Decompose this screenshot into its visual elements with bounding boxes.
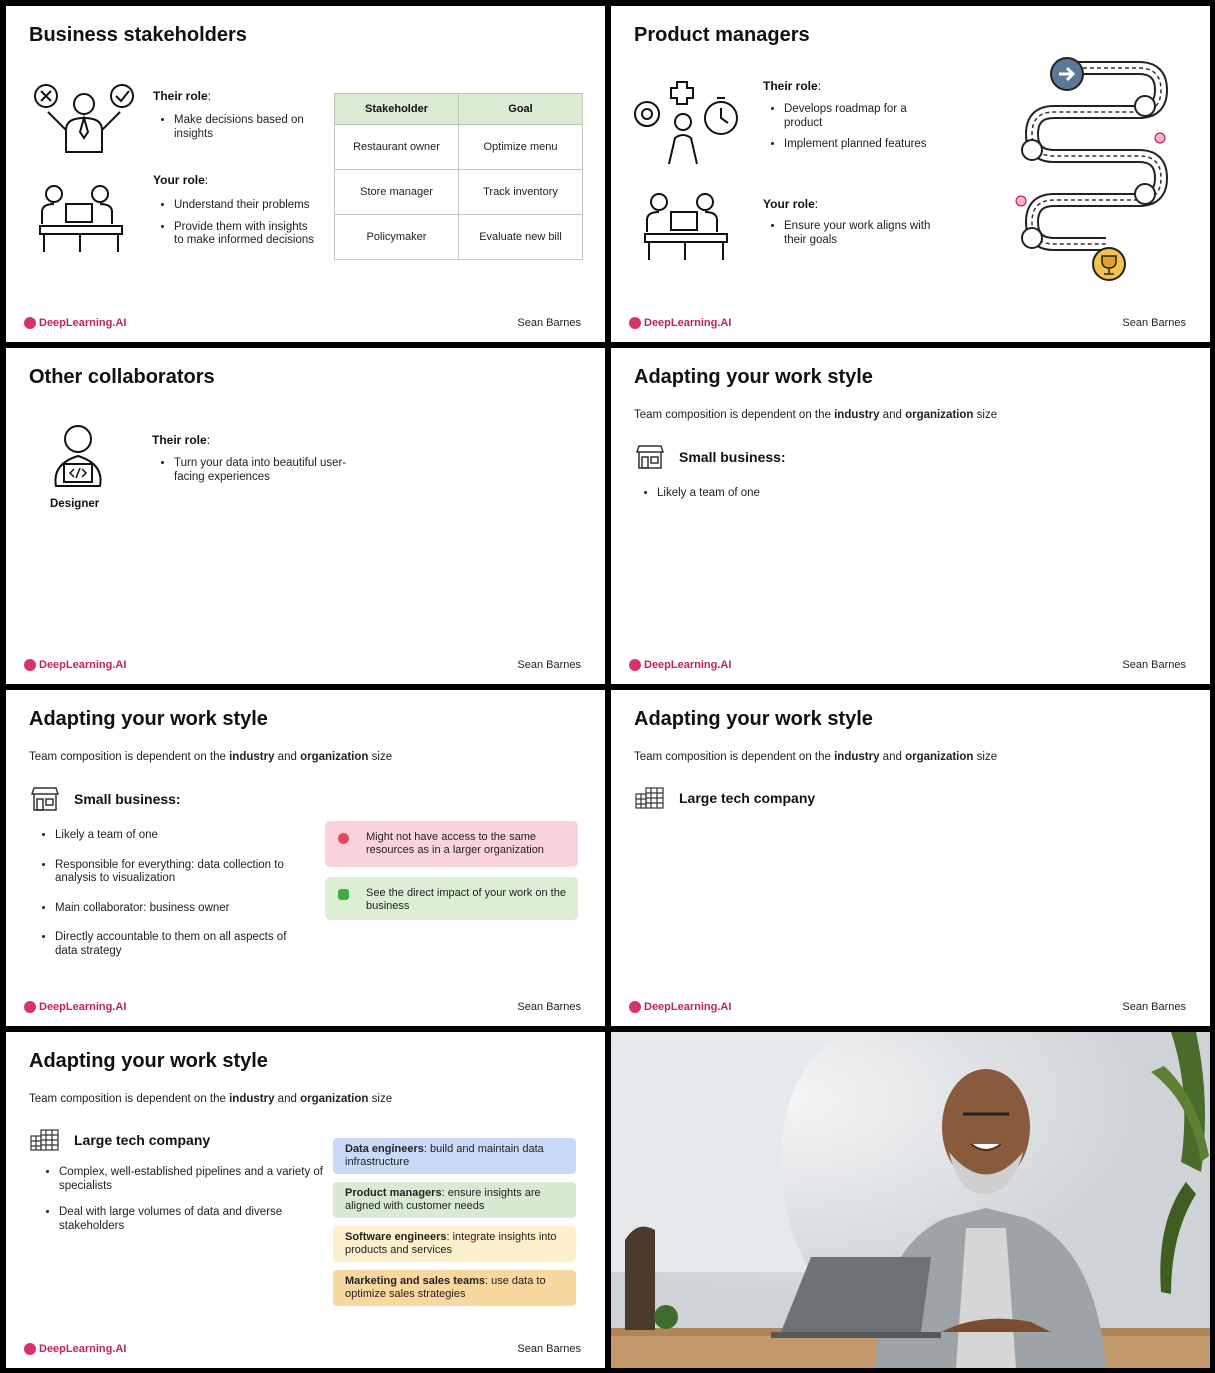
list-item: • Responsible for everything: data collection to analysis to visualization (55, 859, 300, 886)
roadmap-icon (1009, 56, 1179, 286)
logo: DeepLearning.AI (24, 1343, 126, 1355)
list-item: • Make decisions based on insights (174, 114, 324, 141)
no-entry-icon (338, 833, 349, 844)
table-cell: Store manager (335, 170, 459, 215)
author-name: Sean Barnes (517, 1001, 581, 1013)
slide-business-stakeholders (6, 6, 605, 342)
author-name: Sean Barnes (517, 317, 581, 329)
column-header: Stakeholder (335, 94, 459, 125)
check-icon (338, 889, 349, 900)
your-role-label: Your role: (153, 173, 209, 187)
slide-title: Product managers (634, 24, 810, 46)
author-name: Sean Barnes (1122, 1001, 1186, 1013)
slide-title: Adapting your work style (29, 708, 268, 730)
small-business-list (639, 487, 957, 509)
list-item: • Understand their problems (174, 199, 314, 213)
slide-adapting-large-1 (611, 690, 1210, 1026)
stakeholder-table (334, 93, 583, 260)
column-header: Goal (459, 94, 583, 125)
list-item: • Ensure your work aligns with their goals (784, 220, 954, 247)
list-item: • Complex, well-established pipelines and a variety of specialists (59, 1166, 324, 1193)
logo-icon (24, 1343, 36, 1355)
author-name: Sean Barnes (1122, 659, 1186, 671)
list-item: • Likely a team of one (55, 829, 300, 843)
table-cell: Track inventory (459, 170, 583, 215)
role-card-marketing-sales: Marketing and sales teams: use data to optimize sales strategies (333, 1270, 576, 1306)
product-manager-icon (627, 76, 742, 166)
slide-other-collaborators (6, 348, 605, 684)
table-row (335, 215, 583, 260)
table-header-row (335, 94, 583, 125)
slide-product-managers (611, 6, 1210, 342)
role-card-data-engineers: Data engineers: build and maintain data infrastructure (333, 1138, 576, 1174)
small-business-list (37, 829, 300, 966)
large-company-list (41, 1166, 324, 1241)
storefront-icon (30, 786, 60, 812)
logo-icon (24, 1001, 36, 1013)
logo: DeepLearning.AI (24, 659, 126, 671)
section-heading: Large tech company (635, 786, 815, 810)
table-cell: Restaurant owner (335, 125, 459, 170)
logo-icon (24, 659, 36, 671)
subtitle: Team composition is dependent on the industry and organization size (29, 1093, 393, 1105)
table-cell: Policymaker (335, 215, 459, 260)
logo: DeepLearning.AI (629, 659, 731, 671)
list-item: • Implement planned features (784, 138, 944, 152)
list-item: • Deal with large volumes of data and diverse stakeholders (59, 1206, 324, 1233)
pro-note: See the direct impact of your work on the business (325, 877, 578, 920)
section-heading: Large tech company (30, 1128, 210, 1152)
table-cell: Evaluate new bill (459, 215, 583, 260)
logo-icon (629, 1001, 641, 1013)
meeting-icon (36, 184, 126, 254)
their-role-list (766, 103, 944, 160)
slide-adapting-large-2 (6, 1032, 605, 1368)
subtitle: Team composition is dependent on the industry and organization size (634, 751, 998, 763)
logo: DeepLearning.AI (629, 317, 731, 329)
author-name: Sean Barnes (517, 1343, 581, 1355)
their-role-label: Their role: (152, 433, 211, 447)
slide-title: Adapting your work style (29, 1050, 268, 1072)
storefront-icon (635, 444, 665, 470)
subtitle: Team composition is dependent on the industry and organization size (29, 751, 393, 763)
designer-icon (50, 424, 106, 490)
list-item: • Provide them with insights to make informed decisions (174, 221, 314, 248)
their-role-list (156, 114, 324, 149)
list-item: • Likely a team of one (657, 487, 957, 501)
your-role-list (766, 220, 954, 255)
logo-icon (24, 317, 36, 329)
designer-label: Designer (50, 498, 100, 510)
list-item: • Directly accountable to them on all aspects of data strategy (55, 931, 300, 958)
slide-title: Adapting your work style (634, 366, 873, 388)
section-heading: Small business: (635, 444, 786, 470)
office-building-icon (30, 1128, 60, 1152)
meeting-icon (641, 192, 731, 262)
slide-adapting-small-2 (6, 690, 605, 1026)
logo: DeepLearning.AI (24, 1001, 126, 1013)
your-role-list (156, 199, 314, 256)
slide-adapting-small-1 (611, 348, 1210, 684)
logo-icon (629, 659, 641, 671)
presenter-video-image (611, 1032, 1210, 1368)
list-item: • Main collaborator: business owner (55, 902, 300, 916)
logo: DeepLearning.AI (24, 317, 126, 329)
section-heading: Small business: (30, 786, 181, 812)
slide-title: Adapting your work style (634, 708, 873, 730)
their-role-label: Their role: (153, 89, 212, 103)
slide-title: Other collaborators (29, 366, 215, 388)
decision-person-icon (30, 82, 140, 156)
presenter-video-frame (611, 1032, 1210, 1368)
their-role-list (156, 457, 364, 492)
table-row (335, 170, 583, 215)
table-row (335, 125, 583, 170)
role-card-software-engineers: Software engineers: integrate insights into products and services (333, 1226, 576, 1262)
logo-icon (629, 317, 641, 329)
list-item: • Develops roadmap for a product (784, 103, 944, 130)
list-item: • Turn your data into beautiful user-facing experiences (174, 457, 364, 484)
table-cell: Optimize menu (459, 125, 583, 170)
subtitle: Team composition is dependent on the industry and organization size (634, 409, 998, 421)
con-note: Might not have access to the same resources as in a larger organization (325, 821, 578, 867)
author-name: Sean Barnes (1122, 317, 1186, 329)
author-name: Sean Barnes (517, 659, 581, 671)
your-role-label: Your role: (763, 197, 819, 211)
their-role-label: Their role: (763, 79, 822, 93)
slide-title: Business stakeholders (29, 24, 247, 46)
role-card-product-managers: Product managers: ensure insights are aligned with customer needs (333, 1182, 576, 1218)
office-building-icon (635, 786, 665, 810)
logo: DeepLearning.AI (629, 1001, 731, 1013)
